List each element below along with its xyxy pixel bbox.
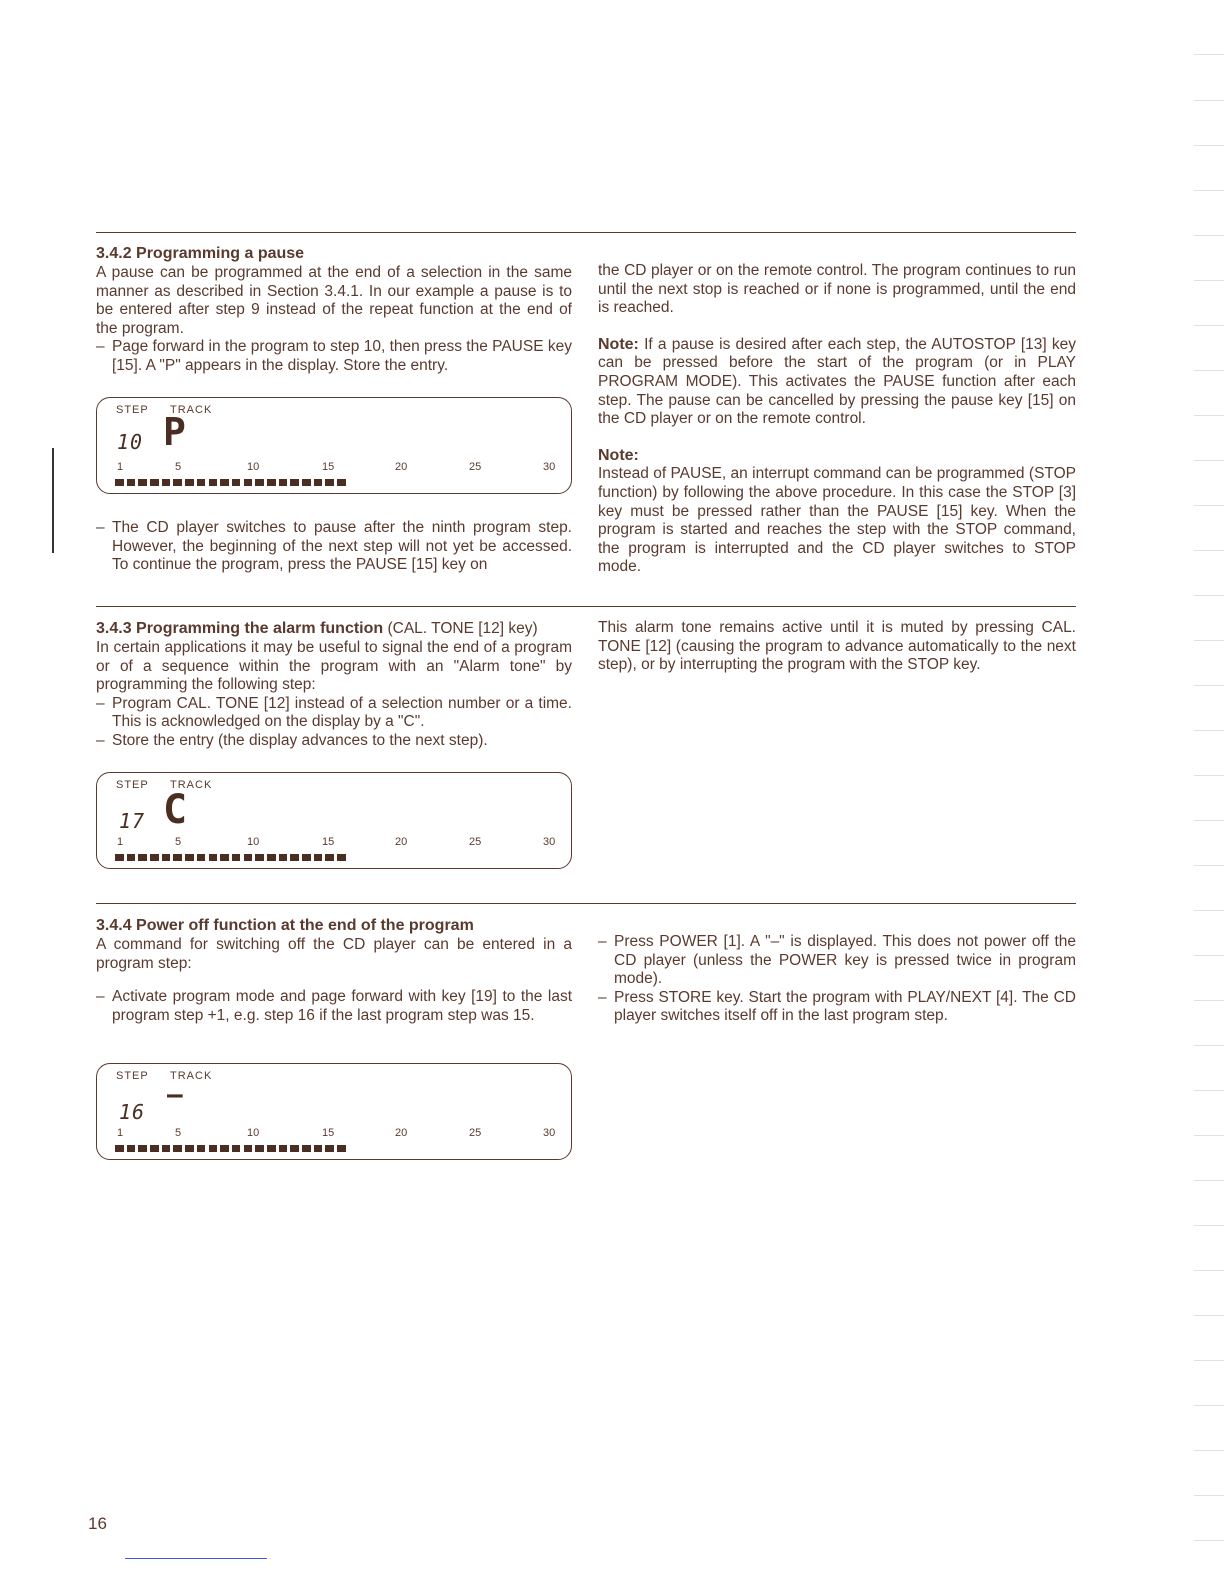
page-number: 16 (88, 1514, 107, 1533)
step-bar (314, 854, 323, 861)
step-bar (209, 854, 218, 861)
step-bar (209, 1145, 218, 1152)
scale-label: 25 (469, 461, 482, 473)
step-bar (220, 479, 229, 486)
step-readout: 10 (117, 430, 144, 454)
step-list (96, 988, 572, 1025)
track-readout: P (163, 410, 186, 454)
step-bar (185, 479, 194, 486)
sec-342-left (96, 244, 572, 376)
step-bar (115, 479, 124, 486)
step-bar (138, 854, 147, 861)
note-text: Instead of PAUSE, an interrupt command can be programmed (STOP function) by following the above procedure. In this case the STOP [3] key must be pressed rather than the PAUSE [15] key. When the program is started and reaches the step with the STOP command, the program is interrupted and the CD player switches to STOP mode. (598, 465, 1076, 576)
step-list (96, 338, 572, 375)
step-bar (197, 1145, 206, 1152)
section-title: 3.4.4 Power off function at the end of the program (96, 917, 474, 934)
step-label: STEP (116, 404, 149, 416)
step-bar (127, 479, 136, 486)
list-item: – Program CAL. TONE [12] instead of a selection number or a time. This is acknowledged on the display by a "C". (96, 695, 572, 732)
step-bar (255, 479, 264, 486)
scale-label: 20 (395, 1127, 408, 1139)
step-bar (185, 1145, 194, 1152)
step-bar (150, 854, 159, 861)
list-item: – Press POWER [1]. A "–" is displayed. This does not power off the CD player (unless the POWER key is pressed twice in program mode). (598, 933, 1076, 989)
step-bar-indicator (115, 479, 346, 486)
scale-label: 25 (469, 1127, 482, 1139)
paragraph: A command for switching off the CD player can be entered in a program step: (96, 936, 572, 972)
section-divider (96, 232, 1076, 233)
track-label: TRACK (170, 1070, 213, 1082)
note-text: If a pause is desired after each step, the AUTOSTOP [13] key can be pressed before the start of the program (or in PLAY PROGRAM MODE). This activates the PAUSE function after each step. The pause can be cancelled by pressing the pause key [15] on the CD player or on the remote control. (598, 335, 1076, 428)
step-bar (150, 1145, 159, 1152)
step-bar (302, 854, 311, 861)
step-bar (209, 479, 218, 486)
scale-label: 15 (322, 1127, 335, 1139)
step-bar (162, 479, 171, 486)
scale-label: 5 (175, 461, 182, 473)
scale-label: 30 (543, 461, 556, 473)
scale-label: 1 (117, 836, 124, 848)
scale-label: 25 (469, 836, 482, 848)
paragraph: the CD player or on the remote control. The program continues to run until the next stop is reached or if none is programmed, until the end is reached. (598, 262, 1076, 317)
paragraph: This alarm tone remains active until it is muted by pressing CAL. TONE [12] (causing the program to advance automatically to the next step), or by interrupting the program with the STOP key. (598, 619, 1076, 674)
step-label: STEP (116, 779, 149, 791)
step-bar-indicator (115, 1145, 346, 1152)
sec-344-right (598, 933, 1076, 1026)
step-bar (255, 1145, 264, 1152)
list-item: – Page forward in the program to step 10, then press the PAUSE key [15]. A "P" appears in the display. Store the entry. (96, 338, 572, 375)
section-title: 3.4.2 Programming a pause (96, 245, 305, 262)
scale-label: 10 (247, 836, 260, 848)
track-readout: – (167, 1080, 183, 1110)
step-bar (325, 479, 334, 486)
scale-label: 15 (322, 461, 335, 473)
lcd-display (96, 772, 572, 869)
track-readout: C (163, 787, 188, 833)
step-bar (325, 854, 334, 861)
step-bar (185, 854, 194, 861)
change-bar (52, 448, 54, 553)
step-bar (150, 479, 159, 486)
scale-label: 10 (247, 1127, 260, 1139)
step-bar (127, 854, 136, 861)
step-bar (197, 479, 206, 486)
scale-label: 10 (247, 461, 260, 473)
step-bar (337, 854, 346, 861)
step-bar (115, 854, 124, 861)
scale-label: 15 (322, 836, 335, 848)
step-bar (173, 854, 182, 861)
step-bar (244, 479, 253, 486)
sec-342-right (598, 262, 1076, 577)
step-bar (314, 479, 323, 486)
step-bar (138, 479, 147, 486)
sec-342-left-lower (96, 519, 572, 575)
step-bar (325, 1145, 334, 1152)
step-bar (173, 479, 182, 486)
step-bar (267, 854, 276, 861)
step-bar (279, 854, 288, 861)
step-bar (162, 854, 171, 861)
paragraph: In certain applications it may be useful to signal the end of a program or of a sequence within the program with an "Alarm tone" by programming the following step: (96, 639, 572, 694)
scale-label: 20 (395, 836, 408, 848)
step-bar (173, 1145, 182, 1152)
lcd-display (96, 397, 572, 494)
scale-label: 30 (543, 836, 556, 848)
step-bar (290, 479, 299, 486)
step-list (598, 933, 1076, 1026)
step-bar (290, 1145, 299, 1152)
step-readout: 17 (119, 809, 146, 833)
step-list (96, 695, 572, 751)
step-bar (127, 1145, 136, 1152)
step-bar (197, 854, 206, 861)
scale-label: 20 (395, 461, 408, 473)
scale-label: 30 (543, 1127, 556, 1139)
section-title: 3.4.3 Programming the alarm function (96, 620, 384, 637)
scale-label: 1 (117, 461, 124, 473)
step-bar (302, 1145, 311, 1152)
note-paragraph (598, 336, 1076, 429)
step-bar (232, 479, 241, 486)
sec-343-left (96, 619, 572, 751)
heading-line (96, 619, 572, 639)
track-label: TRACK (170, 779, 213, 791)
step-bar (337, 479, 346, 486)
step-bar (244, 854, 253, 861)
list-item: – Press STORE key. Start the program with PLAY/NEXT [4]. The CD player switches itself off in the last program step. (598, 989, 1076, 1026)
scale-label: 1 (117, 1127, 124, 1139)
step-bar (302, 479, 311, 486)
step-bar (337, 1145, 346, 1152)
step-bar (267, 479, 276, 486)
section-title-suffix: (CAL. TONE [12] key) (387, 620, 538, 637)
sec-343-right (598, 619, 1076, 675)
step-bar (290, 854, 299, 861)
step-bar (162, 1145, 171, 1152)
step-bar (232, 1145, 241, 1152)
step-bar (115, 1145, 124, 1152)
step-bar-indicator (115, 854, 346, 861)
scale-label: 5 (175, 1127, 182, 1139)
list-item: – Store the entry (the display advances to the next step). (96, 732, 572, 751)
step-bar (279, 479, 288, 486)
step-bar (220, 1145, 229, 1152)
note-label: Note: (598, 335, 639, 353)
list-item: – The CD player switches to pause after the ninth program step. However, the beginning of the next step will not yet be accessed. To continue the program, press the PAUSE [15] key on (96, 519, 572, 575)
step-bar (232, 854, 241, 861)
bottom-link-underline (125, 1558, 267, 1559)
note-label: Note: (598, 446, 639, 464)
step-bar (267, 1145, 276, 1152)
section-divider (96, 903, 1076, 904)
step-bar (220, 854, 229, 861)
lcd-display (96, 1063, 572, 1160)
paragraph: A pause can be programmed at the end of a selection in the same manner as described in Section 3.4.1. In our example a pause is to be entered after step 9 instead of the repeat function at the end of the program. (96, 264, 572, 337)
section-divider (96, 606, 1076, 607)
step-bar (255, 854, 264, 861)
step-label: STEP (116, 1070, 149, 1082)
step-list (96, 519, 572, 575)
step-bar (314, 1145, 323, 1152)
list-item: – Activate program mode and page forward with key [19] to the last program step +1, e.g. step 16 if the last program step was 15. (96, 988, 572, 1025)
step-bar (279, 1145, 288, 1152)
sec-344-left (96, 916, 572, 1025)
step-bar (244, 1145, 253, 1152)
track-label: TRACK (170, 404, 213, 416)
step-bar (138, 1145, 147, 1152)
scale-label: 5 (175, 836, 182, 848)
step-readout: 16 (119, 1100, 146, 1124)
